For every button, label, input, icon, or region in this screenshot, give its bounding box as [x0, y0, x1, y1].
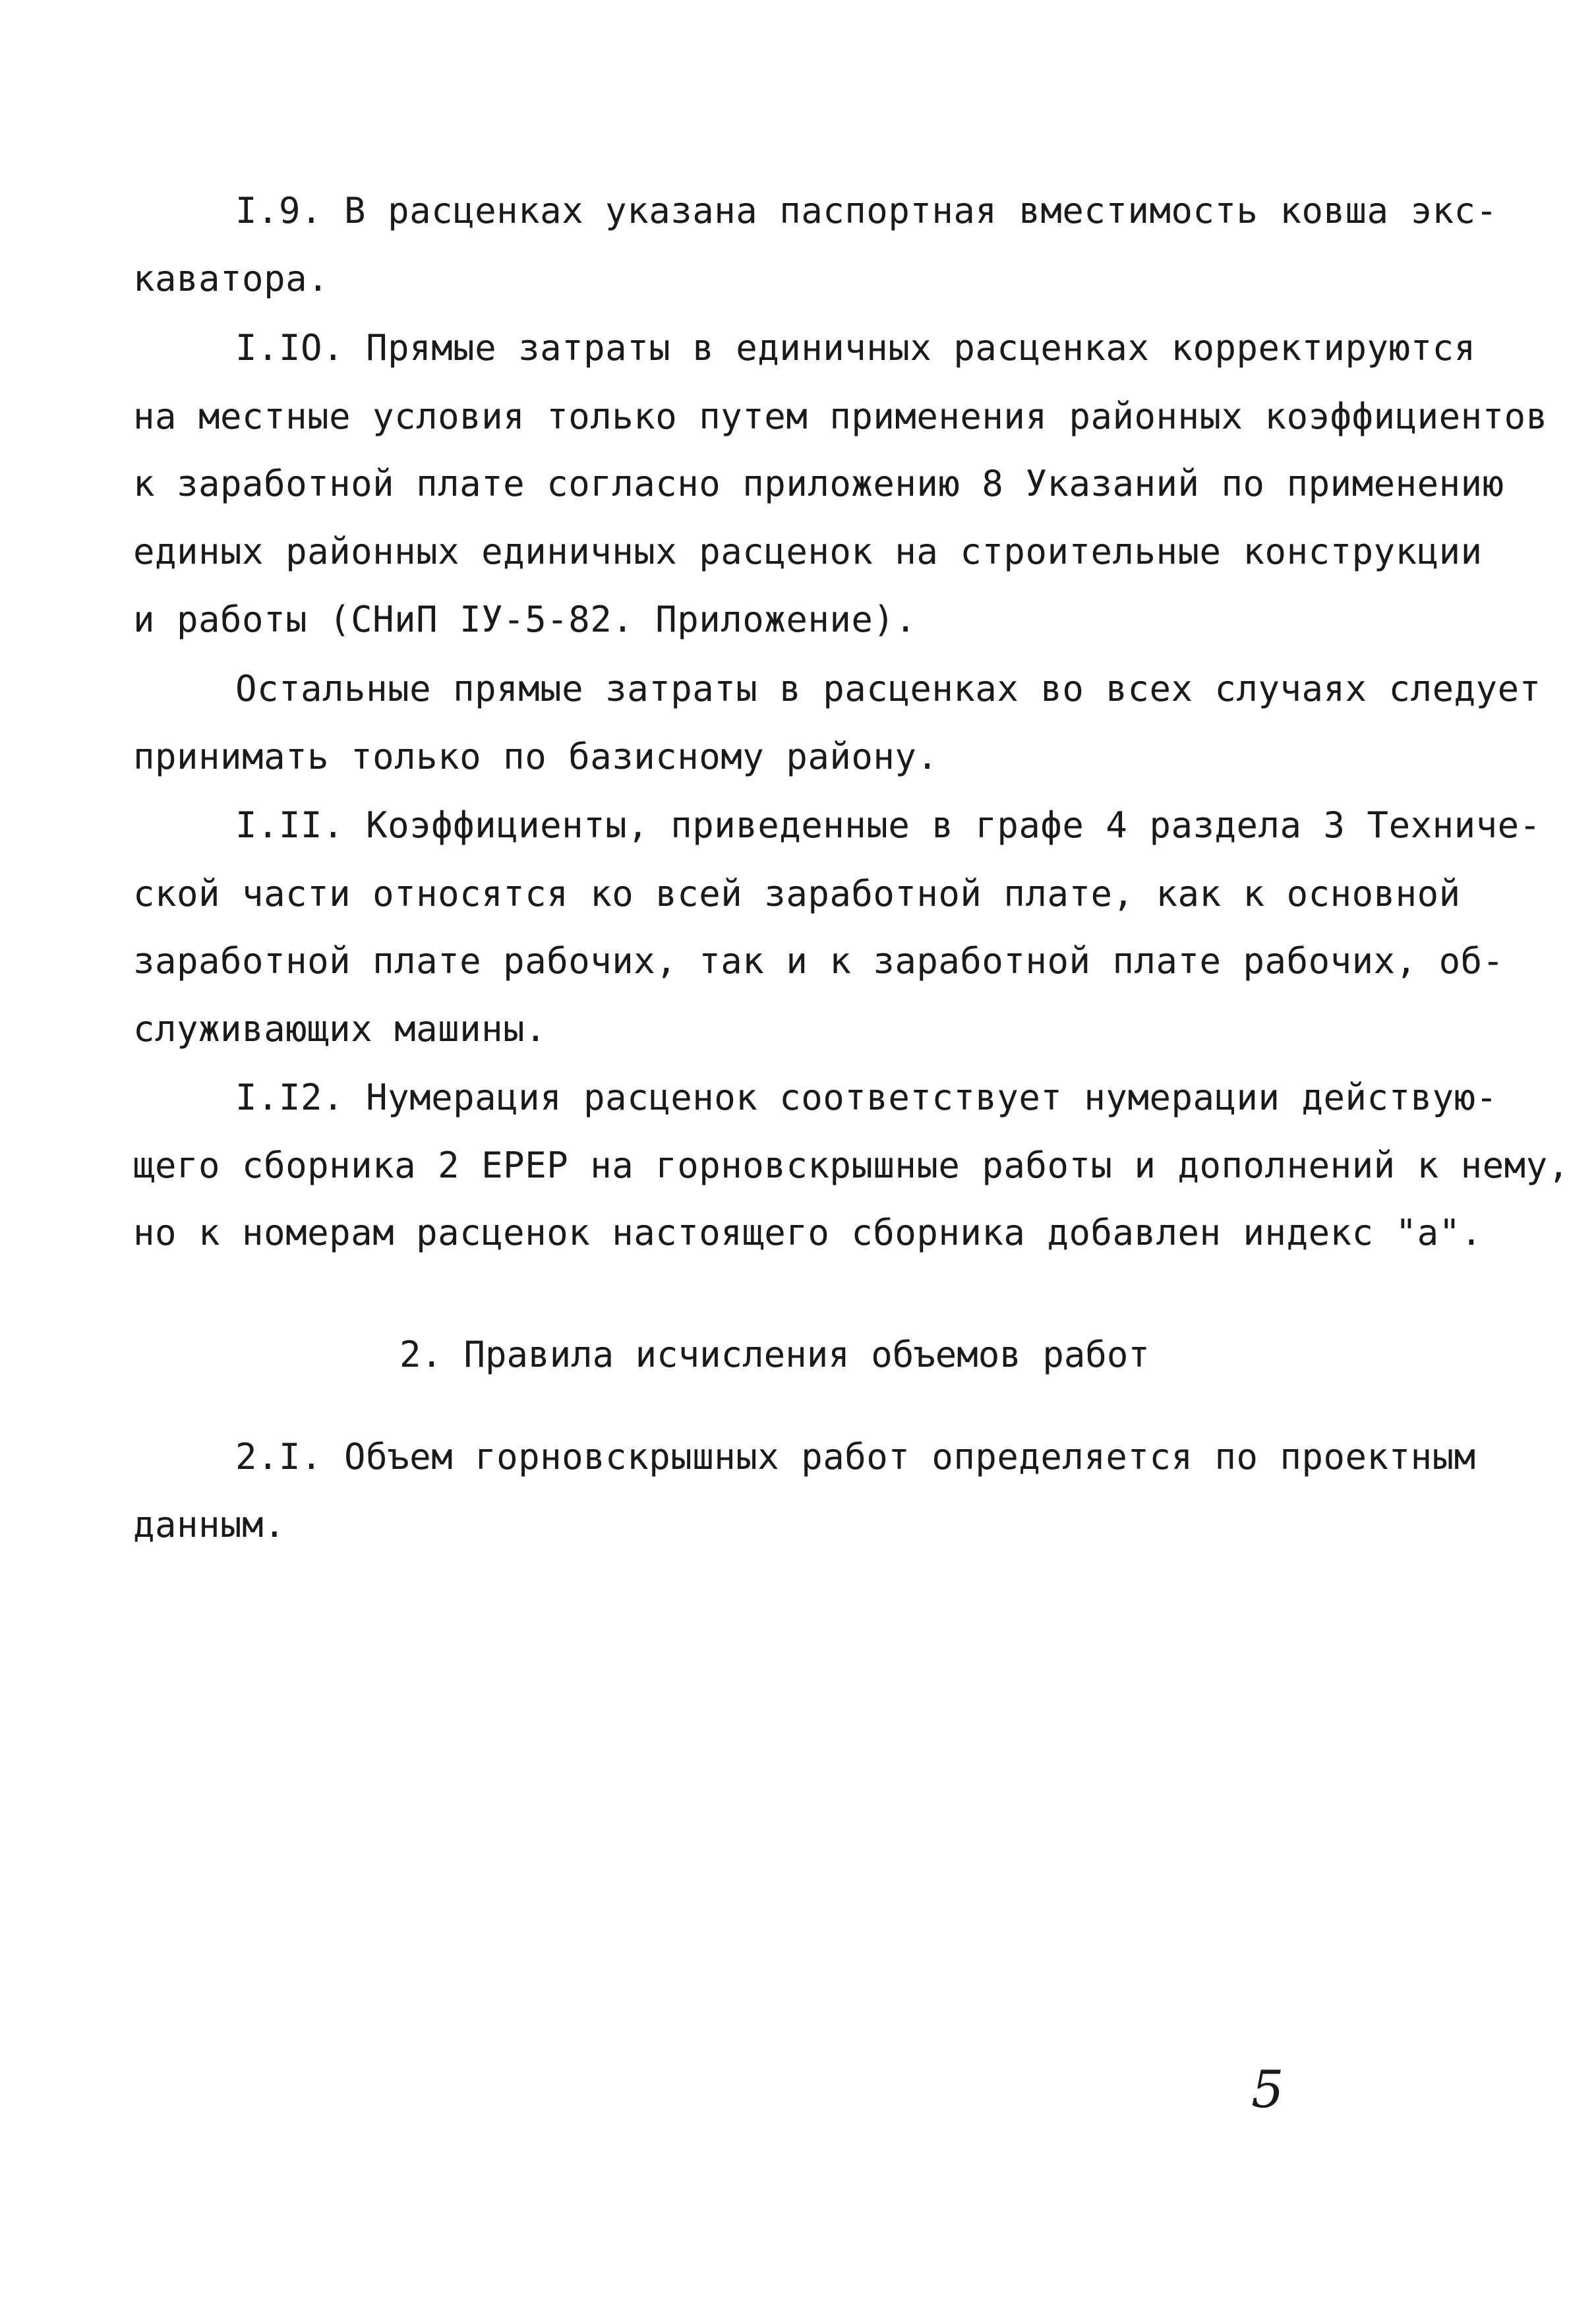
paragraph-2-1-line-1: 2.I. Объем горновскрышных работ определяется по проектным [235, 1436, 1476, 1477]
paragraph-1-10-b-line-2: принимать только по базисному району. [133, 736, 939, 777]
paragraph-1-10-line-5: и работы (СНиП IУ-5-82. Приложение). [133, 599, 917, 640]
paragraph-2-1-line-2: данным. [133, 1504, 286, 1545]
paragraph-1-11-line-3: заработной плате рабочих, так и к заработной плате рабочих, об- [133, 940, 1504, 982]
paragraph-1-9-line-1: I.9. В расценках указана паспортная вместимость ковша экс- [235, 190, 1498, 231]
paragraph-1-11-line-2: ской части относятся ко всей заработной плате, как к основной [133, 873, 1461, 914]
paragraph-1-10-line-1: I.IO. Прямые затраты в единичных расценках корректируются [235, 327, 1476, 369]
section-heading: 2. Правила исчисления объемов работ [399, 1334, 1150, 1375]
paragraph-1-12-line-3: но к номерам расценок настоящего сборника добавлен индекс "а". [133, 1212, 1483, 1253]
page-number: 5 [1251, 2060, 1284, 2120]
paragraph-1-12-line-1: I.I2. Нумерация расценок соответствует нумерации действую- [235, 1077, 1498, 1118]
paragraph-1-10-line-3: к заработной плате согласно приложению 8 Указаний по применению [133, 463, 1504, 504]
paragraph-1-11-line-1: I.II. Коэффициенты, приведенные в графе 4 раздела 3 Техниче- [235, 804, 1541, 846]
paragraph-1-10-line-2: на местные условия только путем применения районных коэффициентов [133, 396, 1548, 437]
paragraph-1-10-line-4: единых районных единичных расценок на строительные конструкции [133, 531, 1483, 572]
paragraph-1-9-line-2: каватора. [133, 258, 330, 299]
paragraph-1-12-line-2: щего сборника 2 ЕРЕР на горновскрышные работы и дополнений к нему, [133, 1145, 1570, 1186]
paragraph-1-10-b-line-1: Остальные прямые затраты в расценках во всех случаях следует [235, 668, 1541, 709]
paragraph-1-11-line-4: служивающих машины. [133, 1008, 547, 1050]
